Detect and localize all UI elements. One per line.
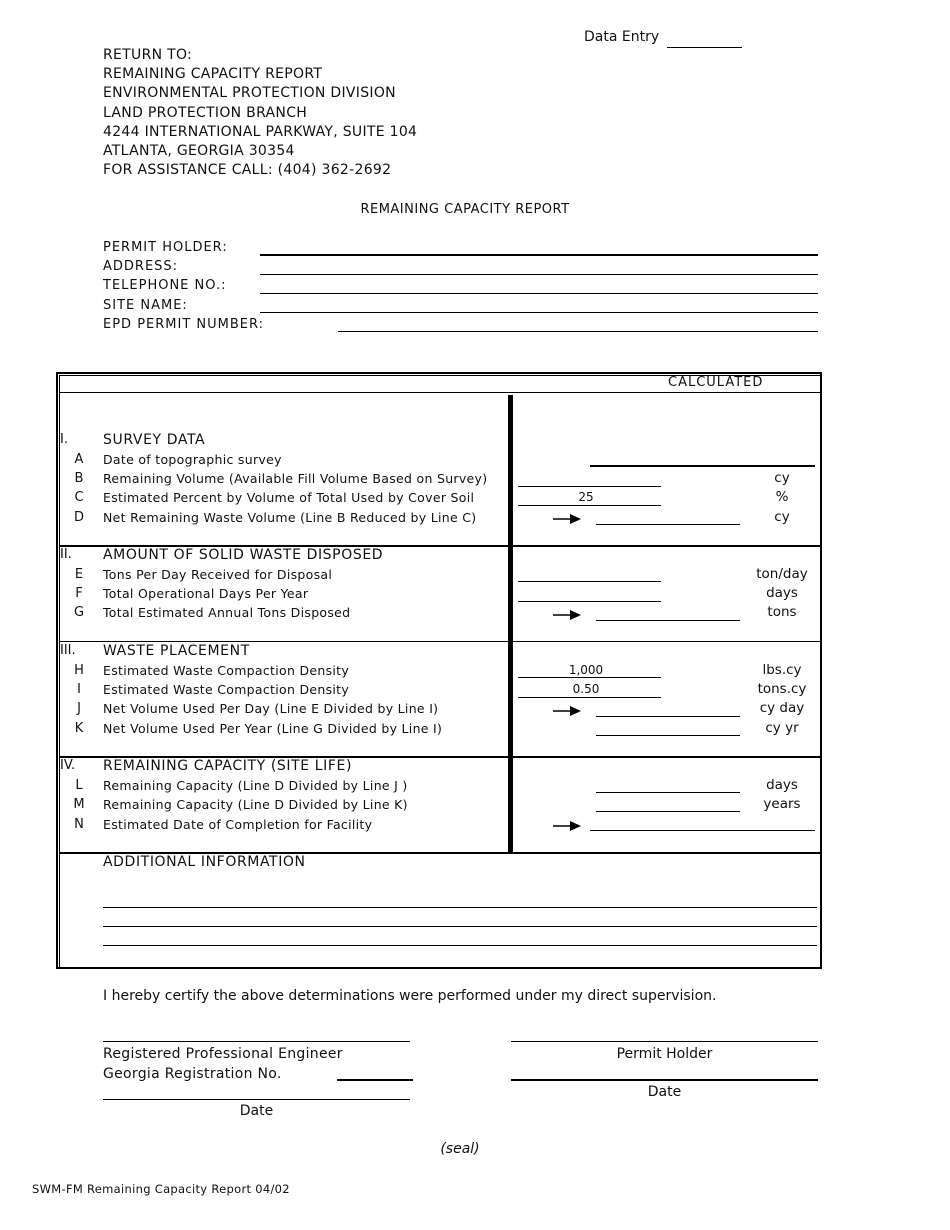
address-label: ADDRESS:	[103, 259, 179, 274]
return-line: ENVIRONMENTAL PROTECTION DIVISION	[103, 85, 396, 101]
section-numeral: I.	[60, 432, 68, 447]
permit-holder-label: PERMIT HOLDER:	[103, 240, 228, 255]
engineer-date-label: Date	[239, 1103, 274, 1119]
row-text: Net Volume Used Per Day (Line E Divided by Line I)	[103, 701, 439, 716]
return-line: ATLANTA, GEORGIA 30354	[103, 143, 295, 159]
row-letter: M	[73, 797, 85, 812]
completion-date-field[interactable]	[590, 830, 815, 831]
volume-per-year-field[interactable]	[596, 735, 740, 736]
row-unit: lbs.cy	[762, 662, 802, 678]
section-title: SURVEY DATA	[103, 432, 206, 448]
row-letter: B	[74, 471, 84, 486]
data-entry-field[interactable]	[667, 47, 742, 48]
section-numeral: III.	[60, 643, 76, 658]
telephone-field[interactable]	[260, 293, 818, 294]
return-line: FOR ASSISTANCE CALL: (404) 362-2692	[103, 162, 392, 178]
engineer-signature-line[interactable]	[103, 1041, 410, 1042]
row-text: Estimated Date of Completion for Facility	[103, 817, 373, 832]
certification-statement: I hereby certify the above determinations were performed under my direct supervision.	[103, 988, 717, 1004]
capacity-days-field[interactable]	[596, 792, 740, 793]
row-unit: days	[766, 585, 798, 601]
row-letter: K	[74, 721, 84, 736]
section-divider	[59, 641, 821, 642]
volume-per-day-field[interactable]	[596, 716, 740, 717]
row-letter: G	[73, 605, 85, 620]
row-unit: years	[763, 796, 801, 812]
epd-permit-field[interactable]	[338, 331, 818, 332]
return-line: LAND PROTECTION BRANCH	[103, 105, 308, 121]
return-line: REMAINING CAPACITY REPORT	[103, 66, 323, 82]
engineer-label: Registered Professional Engineer	[103, 1046, 343, 1062]
section-numeral: II.	[60, 547, 72, 562]
row-letter: F	[75, 586, 83, 601]
section-title: WASTE PLACEMENT	[103, 643, 250, 659]
seal-label: (seal)	[440, 1141, 480, 1157]
annual-tons-field[interactable]	[596, 620, 740, 621]
arrow-right-icon	[553, 821, 581, 831]
row-text: Remaining Capacity (Line D Divided by Line J )	[103, 778, 408, 793]
cover-soil-percent-field[interactable]	[518, 505, 661, 506]
row-text: Net Volume Used Per Year (Line G Divided by Line I)	[103, 721, 443, 736]
row-letter: L	[75, 778, 83, 793]
row-text: Net Remaining Waste Volume (Line B Reduced by Line C)	[103, 510, 477, 525]
telephone-label: TELEPHONE NO.:	[103, 278, 227, 293]
row-unit: cy day	[759, 700, 805, 716]
cover-soil-percent-value[interactable]: 25	[578, 490, 594, 504]
capacity-years-field[interactable]	[596, 811, 740, 812]
permit-holder-date-line[interactable]	[511, 1079, 818, 1081]
survey-date-field[interactable]	[590, 465, 815, 467]
engineer-date-line[interactable]	[103, 1099, 410, 1100]
compaction-tons-field[interactable]	[518, 697, 661, 698]
remaining-volume-field[interactable]	[518, 486, 661, 487]
form-footer: SWM-FM Remaining Capacity Report 04/02	[32, 1182, 290, 1196]
row-unit: days	[766, 777, 798, 793]
tons-per-day-field[interactable]	[518, 581, 661, 582]
section-numeral: IV.	[60, 758, 76, 773]
row-unit: ton/day	[756, 566, 808, 582]
permit-holder-label: Permit Holder	[616, 1046, 713, 1062]
address-field[interactable]	[260, 274, 818, 275]
row-unit: cy	[774, 509, 790, 525]
row-letter: C	[74, 490, 84, 505]
additional-info-line[interactable]	[103, 945, 817, 946]
section-title: AMOUNT OF SOLID WASTE DISPOSED	[103, 547, 384, 563]
row-unit: %	[775, 489, 789, 505]
epd-permit-label: EPD PERMIT NUMBER:	[103, 317, 265, 332]
additional-info-line[interactable]	[103, 926, 817, 927]
row-unit: cy	[774, 470, 790, 486]
row-text: Remaining Capacity (Line D Divided by Line K)	[103, 797, 408, 812]
row-text: Total Operational Days Per Year	[103, 586, 309, 601]
operational-days-field[interactable]	[518, 601, 661, 602]
arrow-right-icon	[553, 706, 581, 716]
row-letter: E	[74, 567, 84, 582]
row-text: Date of topographic survey	[103, 452, 282, 467]
row-letter: N	[74, 817, 84, 832]
row-letter: J	[77, 701, 81, 716]
arrow-right-icon	[553, 514, 581, 524]
row-text: Remaining Volume (Available Fill Volume Based on Survey)	[103, 471, 488, 486]
row-letter: D	[73, 510, 84, 525]
compaction-lbs-value[interactable]: 1,000	[568, 663, 604, 677]
row-letter: I	[77, 682, 81, 697]
arrow-right-icon	[553, 610, 581, 620]
row-text: Estimated Waste Compaction Density	[103, 663, 350, 678]
net-remaining-volume-field[interactable]	[596, 524, 740, 525]
row-letter: H	[74, 663, 84, 678]
return-line: RETURN TO:	[103, 47, 193, 63]
report-title: REMAINING CAPACITY REPORT	[360, 202, 570, 217]
row-text: Estimated Percent by Volume of Total Used by Cover Soil	[103, 490, 475, 505]
row-unit: tons.cy	[757, 681, 807, 697]
registration-number-field[interactable]	[337, 1079, 413, 1081]
return-line: 4244 INTERNATIONAL PARKWAY, SUITE 104	[103, 124, 418, 140]
column-separator	[508, 395, 513, 853]
row-letter: A	[74, 452, 84, 467]
data-entry-label: Data Entry	[584, 29, 660, 45]
row-text: Estimated Waste Compaction Density	[103, 682, 350, 697]
registration-label: Georgia Registration No.	[103, 1066, 282, 1082]
compaction-tons-value[interactable]: 0.50	[572, 682, 600, 696]
calculated-header-divider	[59, 392, 821, 393]
section-title: REMAINING CAPACITY (SITE LIFE)	[103, 758, 353, 774]
row-text: Tons Per Day Received for Disposal	[103, 567, 333, 582]
site-name-field[interactable]	[260, 312, 818, 313]
compaction-lbs-field[interactable]	[518, 677, 661, 678]
site-name-label: SITE NAME:	[103, 298, 188, 313]
additional-info-line[interactable]	[103, 907, 817, 908]
row-unit: cy yr	[765, 720, 799, 736]
additional-info-title: ADDITIONAL INFORMATION	[103, 854, 306, 870]
row-text: Total Estimated Annual Tons Disposed	[103, 605, 351, 620]
permit-holder-date-label: Date	[647, 1084, 682, 1100]
row-unit: tons	[767, 604, 797, 620]
calculated-header: CALCULATED	[668, 375, 764, 390]
permit-holder-field[interactable]	[260, 254, 818, 256]
permit-holder-signature-line[interactable]	[511, 1041, 818, 1042]
